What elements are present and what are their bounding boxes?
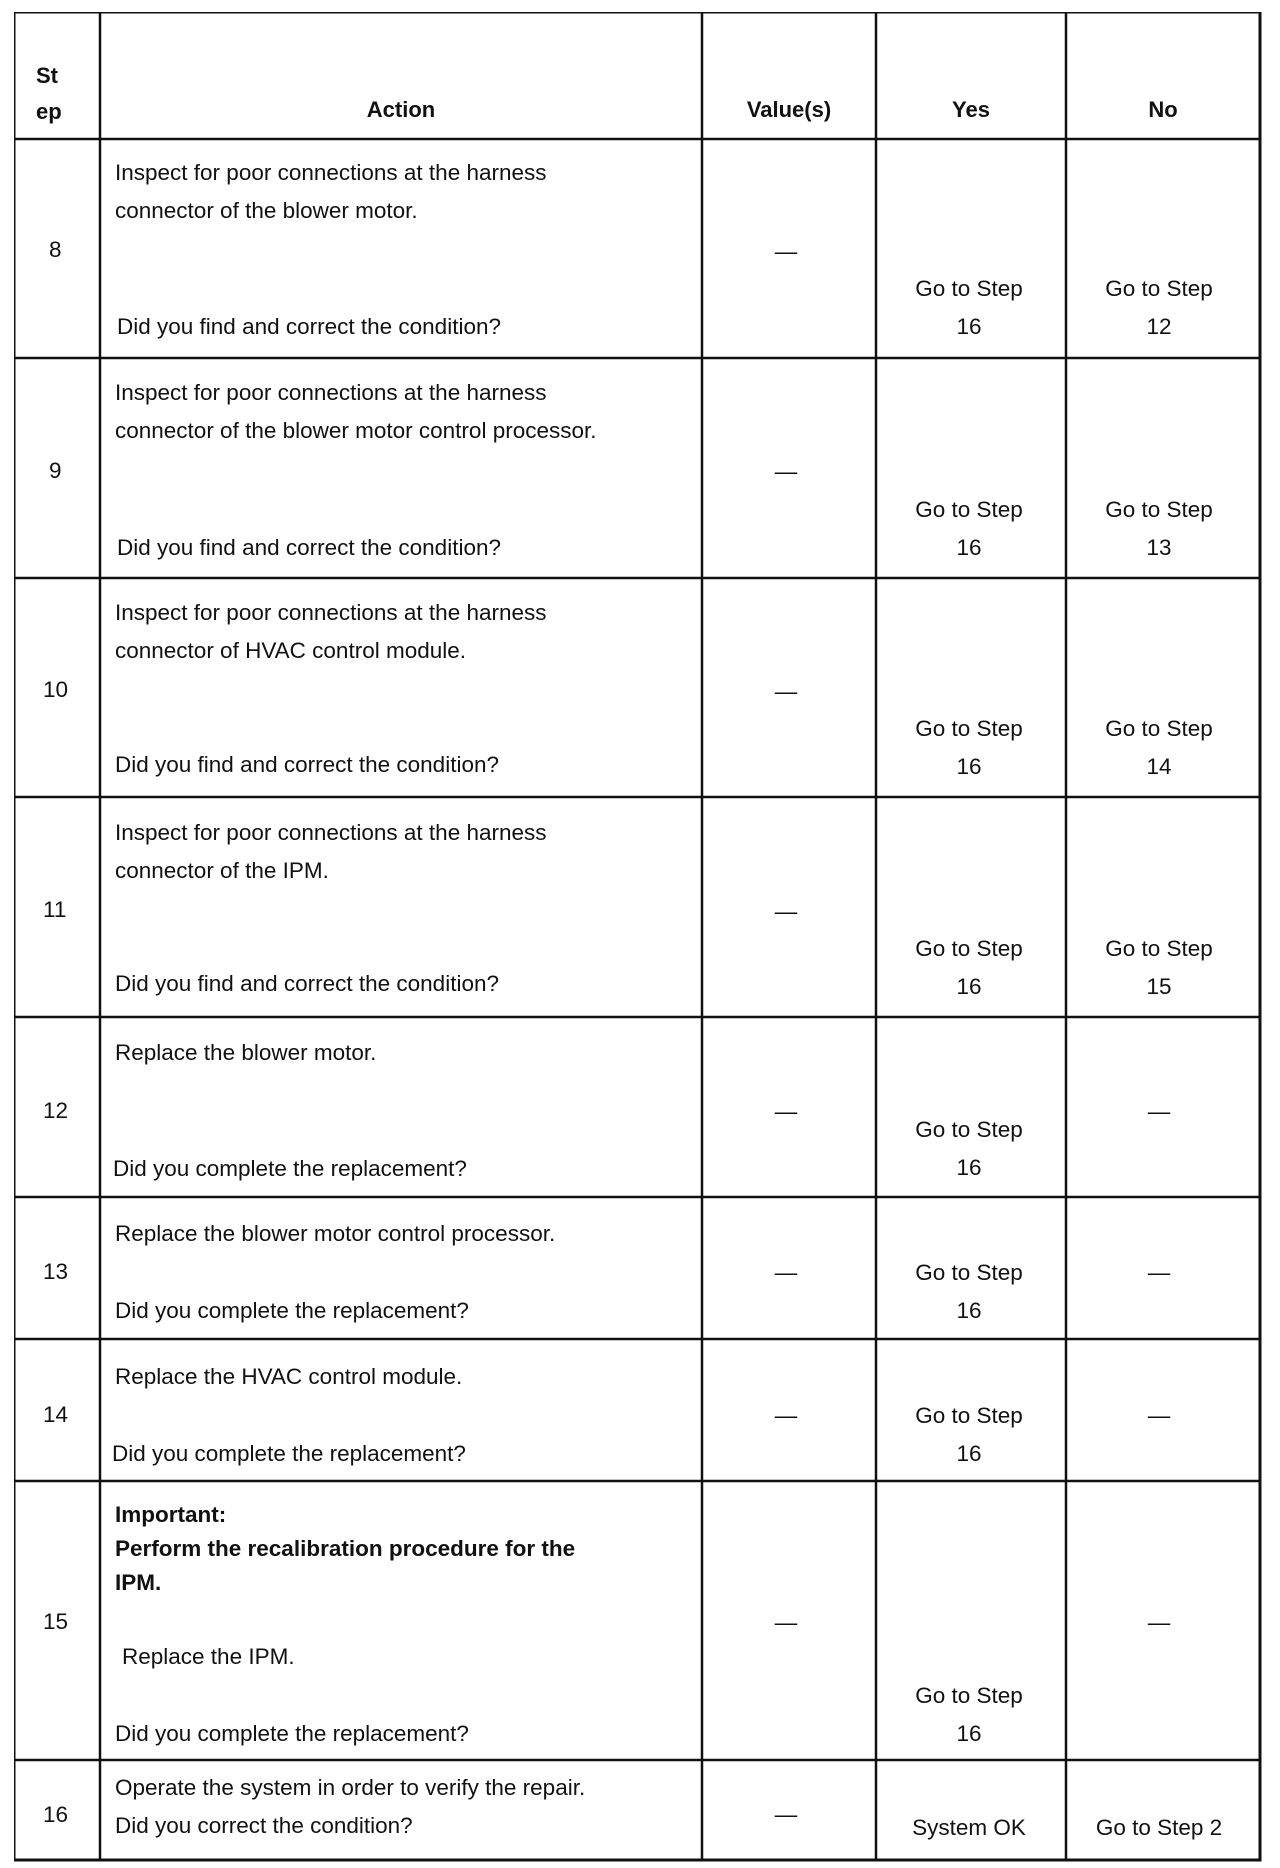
question-text: Did you correct the condition? <box>115 1813 413 1838</box>
header-step-line1: St <box>36 63 58 88</box>
no-cell: 14 <box>1146 754 1172 779</box>
step-number: 12 <box>43 1098 69 1123</box>
table-row <box>43 1040 1171 1181</box>
yes-cell: Go to Step <box>915 1117 1023 1142</box>
value-cell: — <box>774 1403 798 1428</box>
header-yes: Yes <box>952 97 990 122</box>
step-number: 14 <box>43 1402 69 1427</box>
table-row <box>43 1364 1171 1466</box>
value-cell: — <box>774 1802 798 1827</box>
action-text: connector of the IPM. <box>115 858 329 883</box>
question-text: Did you find and correct the condition? <box>115 752 499 777</box>
value-cell: — <box>774 1610 798 1635</box>
table-row <box>49 160 1213 339</box>
step-number: 15 <box>43 1609 69 1634</box>
value-cell: — <box>774 1099 798 1124</box>
yes-cell: Go to Step <box>915 1260 1023 1285</box>
question-text: Did you find and correct the condition? <box>117 314 501 339</box>
action-text: Replace the IPM. <box>122 1644 295 1669</box>
value-cell: — <box>774 1260 798 1285</box>
header-no: No <box>1148 97 1178 122</box>
header-step-line2: ep <box>36 99 62 124</box>
value-cell: — <box>774 679 798 704</box>
yes-cell: Go to Step <box>915 1403 1023 1428</box>
action-text: connector of the blower motor control processor. <box>115 418 597 443</box>
question-text: Did you complete the replacement? <box>113 1156 467 1181</box>
table-header <box>36 63 1178 124</box>
important-text: IPM. <box>115 1570 162 1595</box>
yes-cell: 16 <box>956 535 982 560</box>
header-values: Value(s) <box>746 97 832 122</box>
action-text: Replace the HVAC control module. <box>115 1364 463 1389</box>
no-cell: Go to Step <box>1105 716 1213 741</box>
no-cell: 15 <box>1146 974 1172 999</box>
step-number: 9 <box>49 458 62 483</box>
yes-cell: Go to Step <box>915 276 1023 301</box>
no-cell: 13 <box>1146 535 1172 560</box>
action-text: connector of the blower motor. <box>115 198 418 223</box>
table-row <box>49 380 1213 560</box>
important-text: Perform the recalibration procedure for the <box>115 1536 576 1561</box>
table-row <box>43 820 1213 999</box>
table-row <box>43 1775 1222 1840</box>
yes-cell: 16 <box>956 1298 982 1323</box>
table-row <box>43 600 1213 779</box>
table-row <box>43 1221 1171 1323</box>
yes-cell: 16 <box>956 1155 982 1180</box>
action-text: Inspect for poor connections at the harness <box>115 820 547 845</box>
table-frame <box>14 12 1260 1860</box>
step-number: 10 <box>43 677 69 702</box>
step-number: 11 <box>43 897 67 922</box>
important-label: Important: <box>115 1502 227 1527</box>
table-row <box>43 1502 1171 1746</box>
yes-cell: 16 <box>956 1441 982 1466</box>
no-cell: Go to Step <box>1105 936 1213 961</box>
yes-cell: Go to Step <box>915 716 1023 741</box>
no-cell: — <box>1147 1260 1171 1285</box>
diagnostic-table <box>14 12 1266 1868</box>
no-cell: Go to Step <box>1105 276 1213 301</box>
yes-cell: 16 <box>956 1721 982 1746</box>
value-cell: — <box>774 239 798 264</box>
yes-cell: Go to Step <box>915 497 1023 522</box>
no-cell: — <box>1147 1610 1171 1635</box>
no-cell: 12 <box>1146 314 1172 339</box>
question-text: Did you complete the replacement? <box>115 1298 469 1323</box>
action-text: Inspect for poor connections at the harness <box>115 160 547 185</box>
step-number: 16 <box>43 1802 69 1827</box>
question-text: Did you find and correct the condition? <box>117 535 501 560</box>
step-number: 13 <box>43 1259 69 1284</box>
action-text: Inspect for poor connections at the harness <box>115 380 547 405</box>
yes-cell: 16 <box>956 314 982 339</box>
yes-cell: 16 <box>956 974 982 999</box>
action-text: Inspect for poor connections at the harness <box>115 600 547 625</box>
action-text: Replace the blower motor. <box>115 1040 377 1065</box>
no-cell: Go to Step 2 <box>1095 1815 1223 1840</box>
yes-cell: 16 <box>956 754 982 779</box>
action-text: Replace the blower motor control processor. <box>115 1221 556 1246</box>
yes-cell: Go to Step <box>915 936 1023 961</box>
value-cell: — <box>774 899 798 924</box>
header-action: Action <box>366 97 436 122</box>
action-text: Operate the system in order to verify the repair. <box>115 1775 586 1800</box>
yes-cell: Go to Step <box>915 1683 1023 1708</box>
yes-cell: System OK <box>912 1815 1026 1840</box>
no-cell: — <box>1147 1403 1171 1428</box>
question-text: Did you complete the replacement? <box>115 1721 469 1746</box>
no-cell: — <box>1147 1099 1171 1124</box>
question-text: Did you find and correct the condition? <box>115 971 499 996</box>
question-text: Did you complete the replacement? <box>112 1441 466 1466</box>
step-number: 8 <box>49 237 62 262</box>
value-cell: — <box>774 459 798 484</box>
action-text: connector of HVAC control module. <box>115 638 467 663</box>
no-cell: Go to Step <box>1105 497 1213 522</box>
